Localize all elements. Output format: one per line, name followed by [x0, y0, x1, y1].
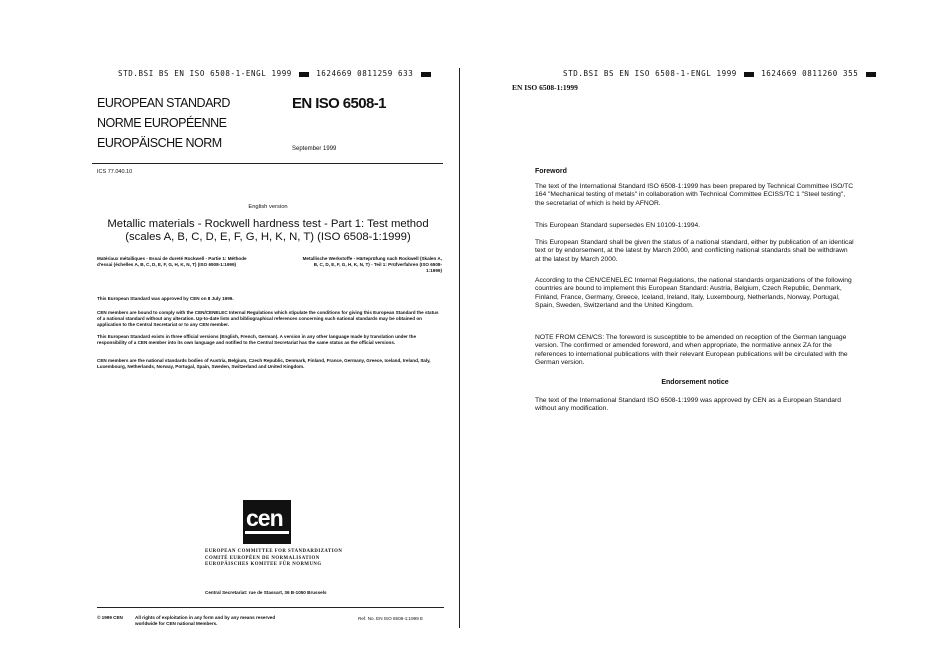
- committee-fr: COMITÉ EUROPÉEN DE NORMALISATION: [205, 555, 320, 561]
- header-rule: [92, 163, 443, 164]
- rights-notice: All rights of exploitation in any form and by any means reserved worldwide for CEN national Members.: [135, 615, 276, 626]
- title-line-3: EUROPÄISCHE NORM: [97, 136, 222, 150]
- foreword-paragraph-2: This European Standard supersedes EN 10109-1:1994.: [535, 222, 701, 229]
- approval-statement: This European Standard was approved by CEN on 8 July 1999.: [97, 296, 234, 301]
- official-versions-paragraph: This European Standard exists in three official versions (English, French, German). A version in any other language made by translation under the responsibility of a CEN member into its own language and notified to the Central Secretariat has the same status as the official versions.: [97, 334, 416, 345]
- redaction-block: [744, 72, 754, 77]
- redaction-block: [866, 72, 876, 77]
- committee-names: [205, 549, 342, 569]
- foreword-paragraph-5: NOTE FROM CEN/CS: The foreword is susceptible to be amended on reception of the German language version. The confirmed or amended foreword, and when appropriate, the normative annex ZA for the references to international publications with their relevant European publications will be circulated with the German version.: [535, 334, 848, 366]
- right-scan-header: [563, 69, 878, 78]
- foreword-paragraph-3: This European Standard shall be given the status of a national standard, either by publication of an identical text or by endorsement, at the latest by March 2000, and conflicting national standards shall be withdrawn at the latest by March 2000.: [535, 239, 854, 263]
- title-line-2: NORME EUROPÉENNE: [97, 116, 227, 130]
- foreword-paragraph-4: According to the CEN/CENELEC Internal Regulations, the national standards organizations of the following countries are bound to implement this European Standard: Austria, Belgium, Czech Republic, Denmark, Finland, France, Germany, Greece, Iceland, Ireland, Italy, Luxembourg, Netherlands, Norway, Portugal, Spain, Sweden, Switzerland and the United Kingdom.: [535, 277, 852, 309]
- endorsement-heading: Endorsement notice: [661, 379, 729, 386]
- left-scan-header: [118, 69, 433, 78]
- redaction-block: [421, 72, 431, 77]
- german-title: Metallische Werkstoffe - Härteprüfung nach Rockwell (Skalen A, B, C, D, E, F, G, H, K, N, T) - Teil 1: Prüfverfahren (ISO 6508-1:1999): [302, 256, 442, 273]
- title-line-1: EUROPEAN STANDARD: [97, 96, 230, 110]
- endorsement-paragraph: The text of the International Standard ISO 6508-1:1999 was approved by CEN as a European Standard without any modification.: [535, 397, 841, 413]
- redaction-block: [299, 72, 309, 77]
- main-title-line-1: Metallic materials - Rockwell hardness test - Part 1: Test method: [107, 218, 429, 230]
- right-header-code-a: STD.BSI BS EN ISO 6508-1-ENGL 1999: [563, 69, 737, 78]
- cen-members-paragraph: CEN members are bound to comply with the CEN/CENELEC Internal Regulations which stipulate the conditions for giving this European Standard the status of a national standard without any alteration. Up-to-date lists and bibliographical references concerning such national standards may be obtained on application to the Central Secretariat or to any CEN member.: [97, 310, 439, 327]
- left-header-code-a: STD.BSI BS EN ISO 6508-1-ENGL 1999: [118, 69, 292, 78]
- main-title: [92, 218, 444, 244]
- cen-logo-bar: [245, 531, 289, 534]
- french-title: Matériaux métalliques - Essai de dureté Rockwell - Partie 1: Méthode d'essai (échelles A, B, C, D, E, F, G, H, K, N, T) (ISO 6508-1:1999): [97, 256, 247, 267]
- document-reference: EN ISO 6508-1:1999: [512, 83, 578, 92]
- publication-date: September 1999: [292, 146, 337, 152]
- reference-number: Ref. No. EN ISO 6508-1:1999 E: [358, 616, 424, 621]
- cen-logo: [243, 500, 291, 544]
- ics-code: ICS 77.040.10: [97, 169, 133, 175]
- right-header-code-b: 1624669 0811260 355: [761, 69, 859, 78]
- version-label: English version: [248, 204, 288, 210]
- main-title-line-2: (scales A, B, C, D, E, F, G, H, K, N, T) (ISO 6508-1:1999): [125, 231, 411, 243]
- foreword-heading: Foreword: [535, 168, 567, 175]
- foreword-paragraph-1: The text of the International Standard ISO 6508-1:1999 has been prepared by Technical Committee ISO/TC 164 "Mechanical testing of metals" in collaboration with Technical Committee ECISS/TC 1 "Steel testing", the secretariat of which is held by AFNOR.: [535, 183, 854, 207]
- national-bodies-paragraph: CEN members are the national standards bodies of Austria, Belgium, Czech Republic, Denmark, Finland, France, Germany, Greece, Iceland, Ireland, Italy, Luxembourg, Netherlands, Norway, Portugal, Spain, Sweden, Switzerland and United Kingdom.: [97, 358, 431, 369]
- copyright: © 1999 CEN: [97, 615, 123, 620]
- committee-de: EUROPÄISCHES KOMITEE FÜR NORMUNG: [205, 562, 322, 568]
- committee-en: EUROPEAN COMMITTEE FOR STANDARDIZATION: [205, 549, 343, 554]
- page-divider: [459, 68, 460, 628]
- footer-rule: [97, 607, 444, 608]
- left-header-code-b: 1624669 0811259 633: [316, 69, 414, 78]
- cen-logo-text: cen: [246, 505, 283, 531]
- standard-number: EN ISO 6508-1: [292, 95, 386, 112]
- central-secretariat: Central Secretariat: rue de Stassart, 36 B-1050 Brussels: [205, 590, 327, 595]
